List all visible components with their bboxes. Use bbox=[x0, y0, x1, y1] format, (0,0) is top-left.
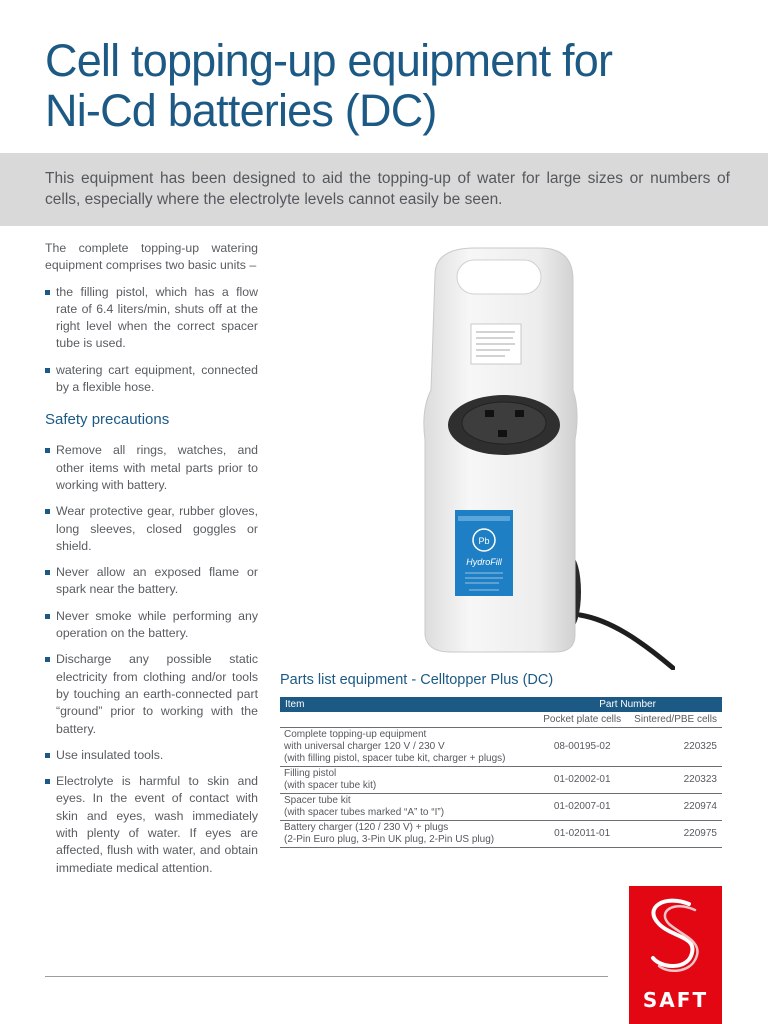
title-line-1: Cell topping-up equipment for bbox=[45, 35, 613, 86]
item-cell bbox=[280, 821, 533, 848]
item-line: (with spacer tubes marked “A” to “I”) bbox=[284, 807, 445, 818]
table-subheader-row bbox=[280, 712, 722, 728]
saft-logo bbox=[629, 886, 722, 1024]
item-line: with universal charger 120 V / 230 V bbox=[284, 741, 445, 752]
list-item: Never smoke while performing any operation on the battery. bbox=[45, 608, 258, 643]
table-row bbox=[280, 821, 722, 848]
parts-table bbox=[280, 697, 722, 848]
left-column bbox=[45, 240, 258, 886]
intro-paragraph: This equipment has been designed to aid the topping-up of water for large sizes or numbers of cells, especially where the electrolyte levels cannot easily be seen. bbox=[45, 170, 730, 208]
item-line: (2-Pin Euro plug, 3-Pin UK plug, 2-Pin US plug) bbox=[284, 834, 495, 845]
panel-brand: HydroFill bbox=[466, 557, 502, 567]
table-row bbox=[280, 767, 722, 794]
item-line: (with filling pistol, spacer tube kit, charger + plugs) bbox=[284, 753, 506, 764]
pocket-part-number: 01-02011-01 bbox=[533, 821, 631, 848]
pocket-part-number: 01-02007-01 bbox=[533, 794, 631, 821]
sintered-part-number: 220974 bbox=[631, 794, 722, 821]
title-line-2: Ni-Cd batteries (DC) bbox=[45, 85, 437, 136]
item-line: Spacer tube kit bbox=[284, 795, 351, 806]
pocket-part-number: 08-00195-02 bbox=[533, 728, 631, 767]
sintered-part-number: 220323 bbox=[631, 767, 722, 794]
col-item-header: Item bbox=[280, 697, 533, 712]
list-item: Never allow an exposed flame or spark near the battery. bbox=[45, 564, 258, 599]
list-item: watering cart equipment, connected by a flexible hose. bbox=[45, 362, 258, 397]
list-item: Wear protective gear, rubber gloves, long sleeves, closed goggles or shield. bbox=[45, 503, 258, 555]
product-image bbox=[405, 240, 675, 670]
sub-sintered-header: Sintered/PBE cells bbox=[631, 712, 722, 728]
item-cell bbox=[280, 767, 533, 794]
table-header-row bbox=[280, 697, 722, 712]
list-item: Remove all rings, watches, and other items with metal parts prior to working with battery. bbox=[45, 442, 258, 494]
item-line: Filling pistol bbox=[284, 768, 337, 779]
safety-list bbox=[45, 442, 258, 877]
list-item: Use insulated tools. bbox=[45, 747, 258, 764]
units-intro: The complete topping-up watering equipment comprises two basic units – bbox=[45, 241, 258, 273]
item-line: (with spacer tube kit) bbox=[284, 780, 377, 791]
table-row bbox=[280, 728, 722, 767]
list-item: the filling pistol, which has a flow rate of 6.4 liters/min, shuts off at the right level when the correct spacer tube is used. bbox=[45, 284, 258, 353]
units-list bbox=[45, 284, 258, 397]
item-line: Complete topping-up equipment bbox=[284, 729, 427, 740]
pocket-part-number: 01-02002-01 bbox=[533, 767, 631, 794]
page-title bbox=[45, 36, 745, 136]
col-part-number-header: Part Number bbox=[533, 697, 722, 712]
saft-s-emblem-icon bbox=[629, 886, 722, 986]
safety-heading: Safety precautions bbox=[45, 411, 170, 429]
footer-divider bbox=[45, 976, 608, 977]
item-cell bbox=[280, 794, 533, 821]
list-item: Electrolyte is harmful to skin and eyes. In the event of contact with skin and eyes, wash immediately with plenty of water. If eyes are affected, flush with water, and obtain immediate medical attention. bbox=[45, 773, 258, 877]
table-row bbox=[280, 794, 722, 821]
sub-pocket-header: Pocket plate cells bbox=[533, 712, 631, 728]
item-cell bbox=[280, 728, 533, 767]
saft-logo-word: SAFT bbox=[642, 988, 709, 1012]
subheader-blank bbox=[280, 712, 533, 728]
list-item: Discharge any possible static electricity from clothing and/or tools by touching an earth-connected part “ground” prior to working with the battery. bbox=[45, 651, 258, 737]
parts-body bbox=[280, 712, 722, 848]
parts-heading: Parts list equipment - Celltopper Plus (DC) bbox=[280, 672, 554, 688]
panel-badge: Pb bbox=[478, 536, 490, 546]
item-line: Battery charger (120 / 230 V) + plugs bbox=[284, 822, 449, 833]
sintered-part-number: 220975 bbox=[631, 821, 722, 848]
sintered-part-number: 220325 bbox=[631, 728, 722, 767]
